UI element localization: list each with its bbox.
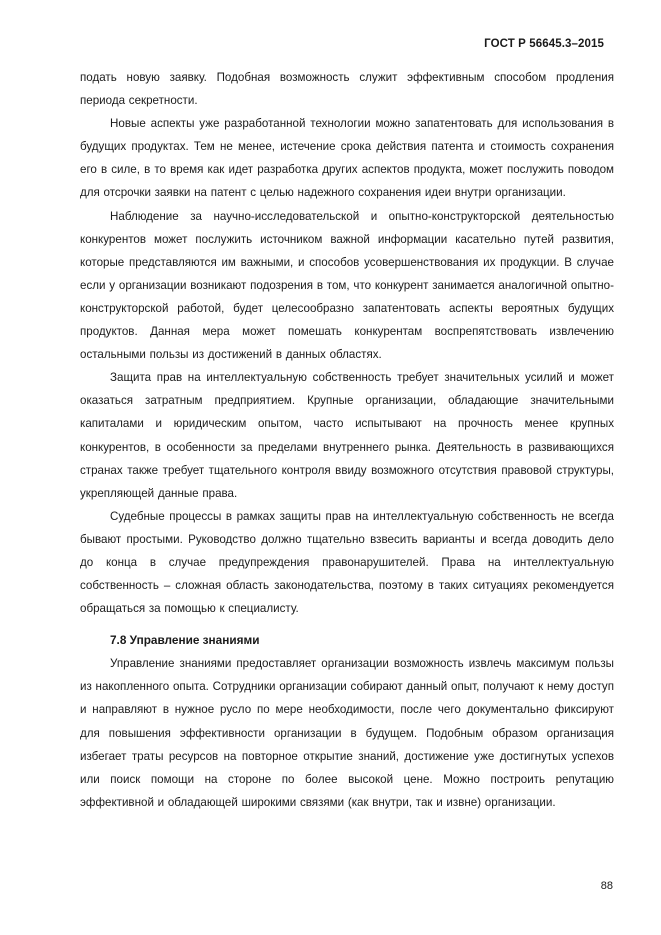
document-body xyxy=(80,66,614,814)
page-number: 88 xyxy=(600,880,613,892)
paragraph: Судебные процессы в рамках защиты прав на интеллектуальную собственность не всегда бывают простыми. Руководство должно тщательно взвесить варианты и всегда доводить дело до конца в случае предупреждения правонарушителей. Права на интеллектуальную собственность – сложная область законодательства, поэтому в таких ситуациях рекомендуется обращаться за помощью к специалисту. xyxy=(80,509,614,616)
section-paragraph: Управление знаниями предоставляет организации возможность извлечь максимум пользы из накопленного опыта. Сотрудники организации собирают данный опыт, получают к нему доступ и направляют в нужное русло по мере необходимости, после чего документально фиксируют для повышения эффективности организации в будущем. Подобным образом организация избегает траты ресурсов на повторное открытие знаний, достижение уже достигнутых успехов или поиск помощи на стороне по более высокой цене. Можно построить репутацию эффективной и обладающей широкими связями (как внутри, так и извне) организации. xyxy=(80,657,614,809)
document-code-header: ГОСТ Р 56645.3–2015 xyxy=(484,38,604,50)
paragraph: Наблюдение за научно-исследовательской и опытно-конструкторской деятельностью конкурентов может послужить источником важной информации касательно путей развития, которые представляются им важными, и способов усовершенствования их продукции. В случае если у организации возникают подозрения в том, что конкурент занимается аналогичной опытно-конструкторской работой, будет целесообразно запатентовать аспекты вероятных будущих продуктов. Данная мера может помешать конкурентам воспрепятствовать извлечению остальными пользы из достижений в данных областях. xyxy=(80,209,614,362)
section-title: 7.8 Управление знаниями xyxy=(110,633,260,648)
paragraph-continuation: подать новую заявку. Подобная возможность служит эффективным способом продления периода секретности. xyxy=(80,71,614,108)
paragraph: Новые аспекты уже разработанной технологии можно запатентовать для использования в будущих продуктах. Тем не менее, истечение срока действия патента и стоимость сохранения его в силе, в то время как идет разработка других аспектов продукта, может послужить поводом для отсрочки заявки на патент с целью надежного сохранения идеи внутри организации. xyxy=(80,117,614,200)
paragraph: Защита прав на интеллектуальную собственность требует значительных усилий и может оказаться затратным предприятием. Крупные организации, обладающие значительными капиталами и юридическим опытом, часто испытывают на прочность менее крупных конкурентов, в особенности за пределами внутреннего рынка. Деятельность в развивающихся странах также требует тщательного контроля ввиду возможного отсутствия правовой структуры, укрепляющей данные права. xyxy=(80,371,614,500)
